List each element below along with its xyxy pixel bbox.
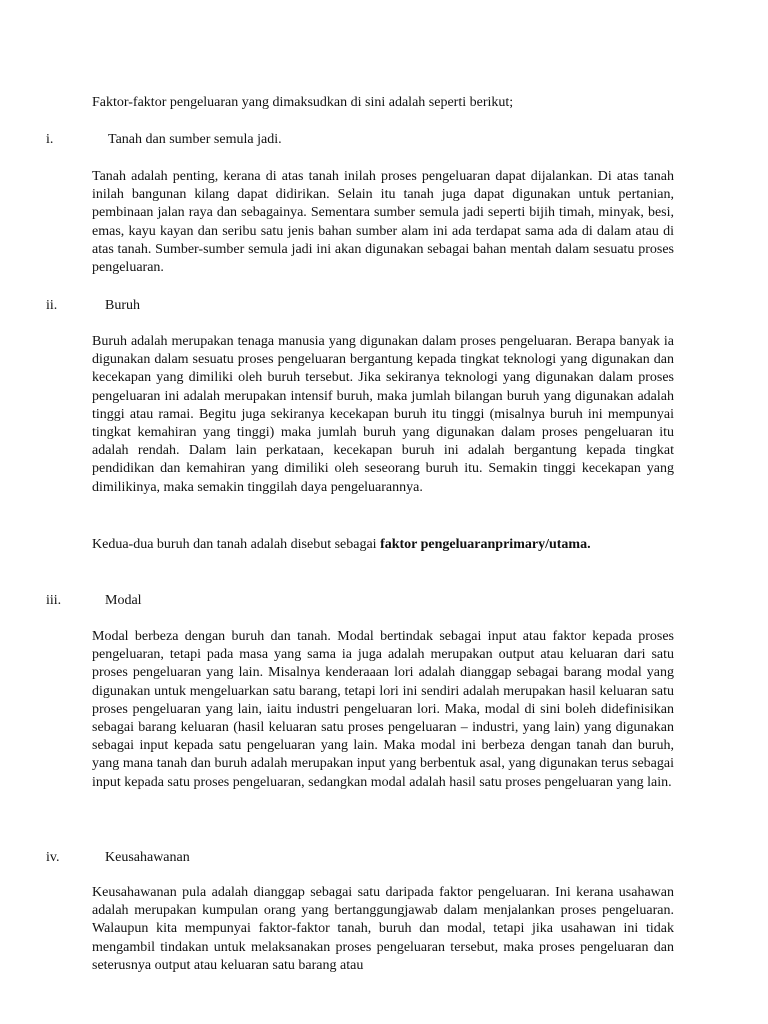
section-paragraph-2: Buruh adalah merupakan tenaga manusia yang digunakan dalam proses pengeluaran. Berapa banyak ia digunakan dalam sesuatu proses pengeluaran bergantung kepada tingkat teknologi yang digunakan dan kecekapan yang dimiliki oleh buruh tersebut. Jika sekiranya teknologi yang digunakan dalam proses pengeluaran ini adalah merupakan intensif buruh, maka jumlah bilangan buruh yang digunakan adalah tinggi atau ramai. Begitu juga sekiranya kecekapan buruh itu tinggi (misalnya buruh ini mempunyai tingkat kemahiran yang tinggi) maka jumlah buruh yang digunakan dalam proses pengeluaran itu adalah rendah. Dalam lain perkataan, kecekapan buruh ini adalah bergantung kepada tingkat pendidikan dan kemahiran yang dimiliki oleh seseorang buruh itu. Semakin tinggi kecekapan yang dimilikinya, maka semakin tinggilah daya pengeluarannya.: [92, 334, 674, 495]
note-text: Kedua-dua buruh dan tanah adalah disebut sebagai: [92, 537, 381, 552]
note-bold-text: faktor pengeluaranprimary/utama.: [380, 537, 591, 552]
section-heading-4: [46, 849, 666, 867]
section-number: iv.: [46, 850, 60, 865]
section-title: Keusahawanan: [105, 850, 190, 865]
section-heading-1: [46, 131, 666, 149]
section-title: Modal: [105, 593, 142, 608]
section-paragraph-4: Keusahawanan pula adalah dianggap sebagai satu daripada faktor pengeluaran. Ini kerana usahawan adalah merupakan kumpulan orang yang bertanggungjawab dalam menjalankan proses pengeluaran. Walaupun kita mempunyai faktor-faktor tanah, buruh dan modal, tetapi jika usahawan ini tidak mengambil tindakan untuk melaksanakan proses pengeluaran tersebut, maka proses pengeluaran dan seterusnya output atau keluaran satu barang atau: [92, 885, 674, 973]
section-paragraph-1: Tanah adalah penting, kerana di atas tanah inilah proses pengeluaran dapat dijalankan. Di atas tanah inilah bangunan kilang dapat didirikan. Selain itu tanah juga dapat digunakan untuk pertanian, pembinaan jalan raya dan sebagainya. Sementara sumber semula jadi seperti bijih timah, minyak, besi, emas, kayu kayan dan seribu satu jenis bahan sumber alam ini ada terdapat sama ada di dalam atau di atas tanah. Sumber-sumber semula jadi ini akan digunakan sebagai bahan mentah dalam sesuatu proses pengeluaran.: [92, 169, 674, 276]
section-heading-3: [46, 592, 666, 610]
section-title: Buruh: [105, 298, 140, 313]
section-heading-2: [46, 297, 666, 315]
section-number: i.: [46, 132, 54, 147]
intro-text: Faktor-faktor pengeluaran yang dimaksudkan di sini adalah seperti berikut;: [92, 95, 514, 110]
section-number: iii.: [46, 593, 62, 608]
section-title: Tanah dan sumber semula jadi.: [108, 132, 282, 147]
section-number: ii.: [46, 298, 58, 313]
section-note-2: [92, 536, 674, 554]
section-paragraph-3: Modal berbeza dengan buruh dan tanah. Modal bertindak sebagai input atau faktor kepada proses pengeluaran, tetapi pada masa yang sama ia juga adalah merupakan output atau keluaran dari satu proses pengeluaran yang lain. Misalnya kenderaaan lori adalah dianggap sebagai barang modal yang digunakan untuk mengeluarkan satu barang, tetapi lori ini sendiri adalah merupakan hasil keluaran satu proses pengeluaran yang lain, iaitu industri pengeluaran lori. Maka, modal di sini boleh didefinisikan sebagai barang keluaran (hasil keluaran satu proses pengeluaran – industri, yang lain) yang digunakan sebagai input kepada satu pengeluaran yang lain. Maka modal ini berbeza dengan tanah dan buruh, yang mana tanah dan buruh adalah merupakan input yang berbentuk asal, yang digunakan terus sebagai input kepada satu proses pengeluaran, sedangkan modal adalah hasil satu proses pengeluaran yang lain.: [92, 629, 674, 790]
